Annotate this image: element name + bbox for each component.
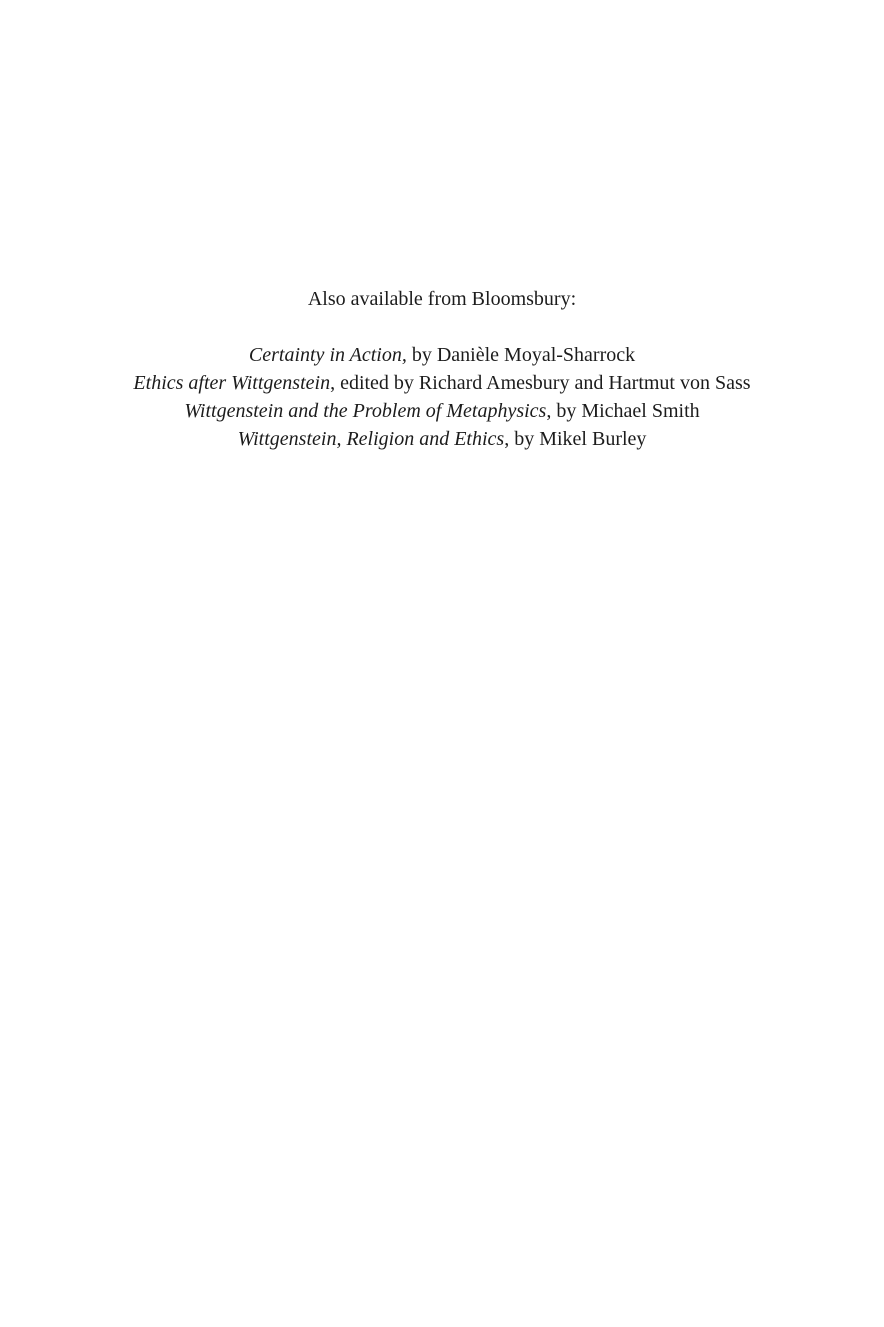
book-entry <box>0 397 884 425</box>
book-title: Certainty in Action, <box>248 344 407 366</box>
book-list <box>0 341 884 453</box>
book-title: Wittgenstein, Religion and Ethics <box>237 428 505 450</box>
book-attribution: , edited by Richard Amesbury and Hartmut von Sass <box>330 372 751 394</box>
book-title: Wittgenstein and the Problem of Metaphysics <box>184 400 547 422</box>
book-title: Ethics after Wittgenstein <box>133 372 331 394</box>
book-entry <box>0 425 884 453</box>
book-attribution: , by Michael Smith <box>546 400 700 422</box>
book-attribution: by Danièle Moyal-Sharrock <box>406 344 636 366</box>
also-available-heading: Also available from Bloomsbury: <box>307 288 577 310</box>
book-entry <box>0 369 884 397</box>
book-entry <box>0 341 884 369</box>
book-attribution: , by Mikel Burley <box>504 428 647 450</box>
